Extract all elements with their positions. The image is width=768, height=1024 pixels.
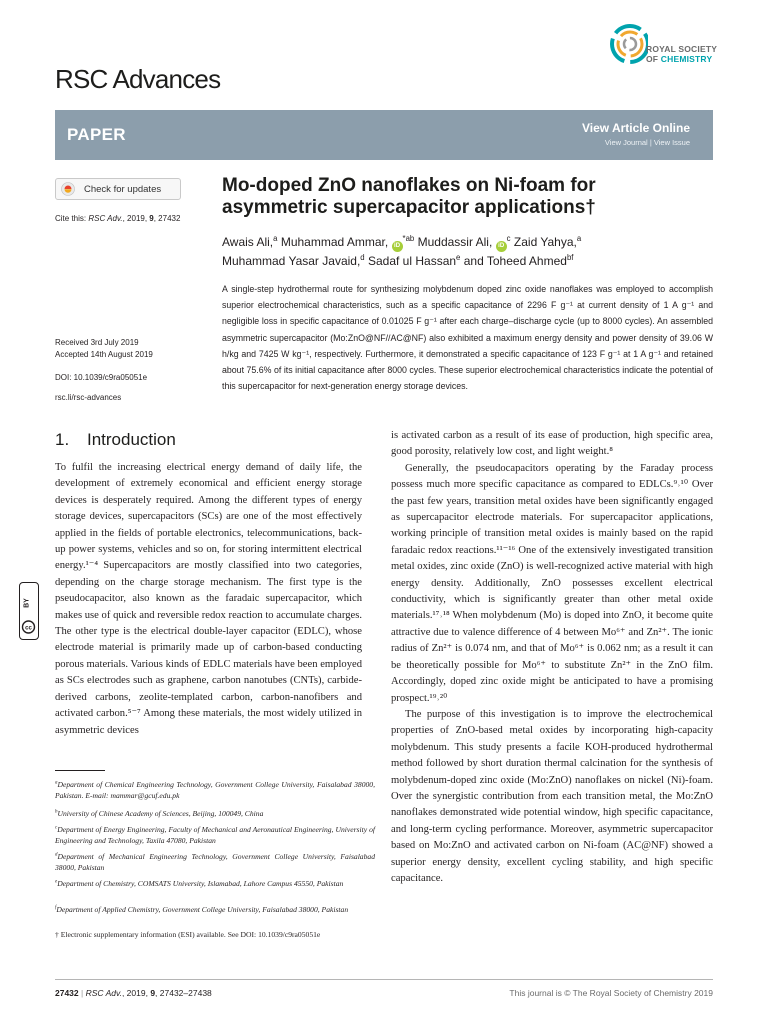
paragraph: To fulfil the increasing electrical energy demand of daily life, the development of extremely economical and efficient energy storage devices is desperately required. Among the different types of energy storage devices, supercapacitors (SCs) are one of the most effectively applied in the fields of portable electronics, telecommunications, back-up power systems, vehicles and so on, for storing intermittent electrical energy.¹⁻⁴ Supercapacitors are mostly classified into two categories, depending on the charge storage mechanism. The first type is the pseudocapacitor, also known as the faradaic supercapacitor, which makes use of quick and reversible redox reaction to accumulate charges. The other type is the electrical double-layer capacitor (EDLC), whose electrode material is primarily made up of carbon-based conducting porous materials. Various kinds of EDLC materials have been employed as SCs electrodes such as graphene, carbon nanotubes (CNTs), carbide-derived carbons, zeolite-templated carbon, carbon-nanofibers and activated carbon.⁵⁻⁷ Among these materials, the most widely utilized in asymmetric devices <box>55 462 362 736</box>
title-line-2: asymmetric supercapacitor applications† <box>222 197 596 218</box>
accepted-date: Accepted 14th August 2019 <box>55 350 153 359</box>
received-date: Received 3rd July 2019 <box>55 338 139 347</box>
logo-line-1: ROYAL SOCIETY <box>646 44 718 54</box>
svg-text:cc: cc <box>25 625 32 632</box>
affiliation-footnote: $^e$Department of Chemistry, COMSATS University, Islamabad, Lahore Campus 45550, Pakistan <box>55 879 344 888</box>
cite-label: Cite this: <box>55 214 87 223</box>
affiliation-footnote: $^c$Department of Energy Engineering, Faculty of Mechanical and Aeronautical Engineering, University of Engineering and Technology, Taxila 47080, Pakistan <box>55 825 375 846</box>
link-separator: | <box>649 138 652 147</box>
cite-pages: , 27432 <box>153 214 181 223</box>
section-title: Introduction <box>87 430 176 449</box>
body-column-right <box>391 428 713 887</box>
view-issue-link[interactable]: View Issue <box>653 138 690 147</box>
author: Muhammad Ammar, $iD^{*ab}$ <box>281 235 414 249</box>
author: Toheed Ahmed$^{bf}$ <box>486 253 574 268</box>
affiliation-footnote: $^a$Department of Chemical Engineering Technology, Government College University, Faisalabad 38000, Pakistan. E-mail: mammar@gcuf.edu.pk <box>55 780 375 801</box>
author: Sadaf ul Hassan$^e$ and <box>367 253 487 268</box>
journal-title: RSC Advances <box>55 64 221 94</box>
orcid-icon[interactable]: iD <box>392 241 403 252</box>
abstract: A single-step hydrothermal route for synthesizing molybdenum doped zinc oxide nanoflakes was employed to accomplish superior electrochemical characteristics, such as a specific capacitance of 2296 F g⁻¹ at current density of 1 A g⁻¹ and negligible loss in specific capacitance of 0.01025 F g⁻¹ after each charge–discharge cycle (up to 8000 cycles). An assembled asymmetric supercapacitor (Mo:ZnO@NF//AC@NF) also exhibited a maximum energy density and power density of 39.06 W h/kg and 7425 W kg⁻¹, respectively. Furthermore, it demonstrated a specific capacitance of 123 F g⁻¹ at 1 A g⁻¹ and retained about 75.6% of its initial capacitance after 8000 cycles. These superior electrochemical characteristics indicate the potential of this supercapacitor for next-generation energy storage devices. <box>222 284 713 392</box>
copyright-notice: This journal is © The Royal Society of Chemistry 2019 <box>509 988 713 998</box>
cite-journal: RSC Adv. <box>88 214 123 223</box>
article-title <box>222 175 692 219</box>
paragraph: Generally, the pseudocapacitors operating by the Faraday process possess much more specific capacitance as compared to EDLCs.⁹˒¹⁰ Over the past few years, transition metal oxides have been significantly engaged as supercapacitor electrode materials. For supercapacitor applications, working principle of transition metal oxides is mainly based on the rapid faradaic redox reactions.¹¹⁻¹⁶ One of the extensively investigated transition metal oxides, zinc oxide (ZnO) is well-recognized active material with high energy density. Additionally, ZnO possesses excellent electrical conductivity, which is significantly greater than other metal oxide materials.¹⁷˒¹⁸ When molybdenum (Mo) is doped into ZnO, it become quite attractive due to valence difference of 4 between Mo⁶⁺ and Zn²⁺. The ionic radius of Zn²⁺ is 0.074 nm, and that of Mo⁶⁺ is 0.062 nm; as a result it can be theoretically possible for Mo⁶⁺ to substitute Zn²⁺ in the ZnO film. Accordingly, doped zinc oxide might be anticipated to have a promising prospect.¹⁹˒²⁰ <box>391 462 713 704</box>
section-heading <box>55 430 176 450</box>
author: Awais Ali,$^a$ <box>222 234 278 249</box>
author-list <box>222 233 722 270</box>
rsc-roundel-logo-icon <box>608 24 648 64</box>
body-column-left <box>55 460 362 739</box>
cc-by-glyph <box>20 583 37 638</box>
affiliation-footnote: $^b$University of Chinese Academy of Sciences, Beijing, 100049, China <box>55 809 264 818</box>
author: Muddassir Ali, $iD^c$ <box>418 235 511 249</box>
view-article-online-link[interactable]: View Article Online <box>581 121 690 135</box>
check-for-updates-button[interactable] <box>55 178 181 200</box>
citation <box>55 214 180 223</box>
section-number: 1. <box>55 430 70 449</box>
title-line-1: Mo-doped ZnO nanoflakes on Ni-foam for <box>222 175 596 196</box>
cc-by-label: BY <box>23 598 31 608</box>
paragraph: The purpose of this investigation is to improve the electrochemical properties of ZnO-based metal oxides by incorporating high-capacity molybdenum. This study presents a facile KOH-produced hydrothermal method followed by short duration thermal calcination for the synthesis of molybdenum-doped zinc oxide (Mo:ZnO) nanoflakes on nickel (Ni)-foam. Over the synergistic contribution from each transition metal, the Mo:ZnO nanoflakes demonstrated wide potential window, high specific capacitance, and long-term cycling performance. Moreover, asymmetric supercapacitor based on Mo:ZnO and activated carbon on Ni-foam (AC@NF) showed a superior energy density, excellent cycling stability, and high specific capacitance. <box>391 708 713 884</box>
author: Zaid Yahya,$^a$ <box>513 234 582 249</box>
rsc-logo-text <box>646 44 717 64</box>
cite-year: , 2019, <box>122 214 150 223</box>
article-type-banner <box>55 110 713 160</box>
check-for-updates-label: Check for updates <box>84 184 162 195</box>
check-updates-icon <box>61 182 75 196</box>
article-type-label: PAPER <box>67 125 126 144</box>
orcid-icon[interactable]: iD <box>496 241 507 252</box>
journal-link[interactable]: rsc.li/rsc-advances <box>55 393 122 402</box>
view-links <box>605 138 690 147</box>
page-footer-citation: 27432 | RSC Adv., 2019, 9, 27432–27438 <box>55 988 212 998</box>
affiliation-footnote: $^d$Department of Mechanical Engineering Technology, Government College University, Faisalabad 38000, Pakistan <box>55 852 375 873</box>
doi[interactable]: DOI: 10.1039/c9ra05051e <box>55 373 148 382</box>
footer-rule <box>55 979 713 980</box>
footnote-divider <box>55 770 105 771</box>
paragraph: is activated carbon as a result of its ease of production, high specific area, good porosity, relatively low cost, and light weight.⁸ <box>391 430 713 458</box>
esi-footnote: † Electronic supplementary information (ESI) available. See DOI: 10.1039/c9ra05051e <box>55 930 321 939</box>
logo-line-2: OF CHEMISTRY <box>646 54 713 64</box>
view-journal-link[interactable]: View Journal <box>604 138 648 147</box>
page-number: 27432 <box>55 988 79 998</box>
affiliation-footnote: $^f$Department of Applied Chemistry, Government College University, Faisalabad 38000, Pakistan <box>55 905 349 914</box>
rsc-logo[interactable] <box>608 18 758 76</box>
cc-by-license-icon[interactable] <box>19 582 39 640</box>
author: Muhammad Yasar Javaid,$^d$ <box>222 253 365 268</box>
cite-volume: 9 <box>149 214 154 223</box>
